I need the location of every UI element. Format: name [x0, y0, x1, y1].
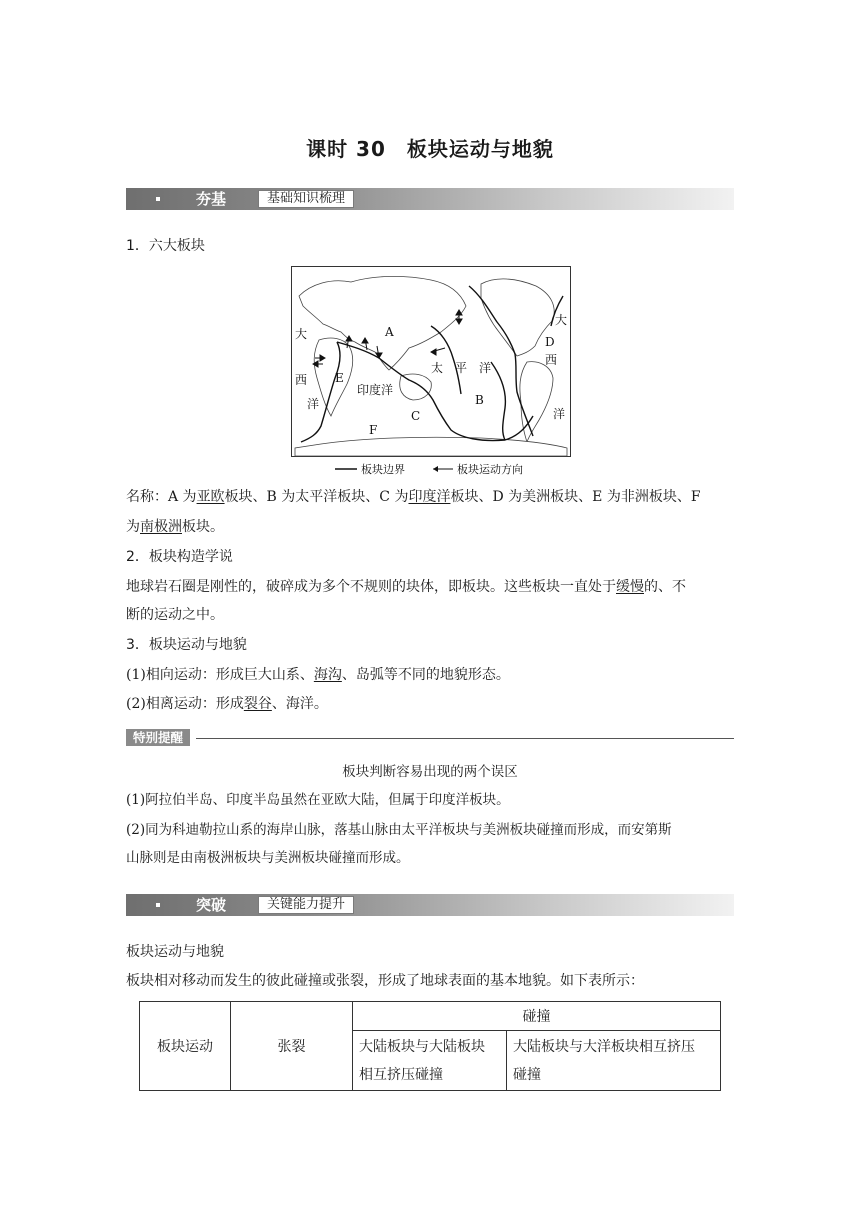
item-3-line-1 — [126, 665, 510, 685]
text-span: 的、不 — [644, 579, 686, 595]
section-main-label: 突破 — [196, 896, 227, 914]
special-reminder-label: 特别提醒 — [126, 729, 190, 746]
map-label-pacific-2: 平 — [455, 361, 468, 375]
section-sub-label: 关键能力提升 — [258, 896, 354, 914]
map-label-d: D — [545, 335, 555, 349]
table-cell-collision: 碰撞 — [353, 1002, 721, 1031]
plate-names-line-2 — [126, 517, 224, 537]
text-span: 为 — [126, 519, 140, 535]
map-label-a: A — [385, 325, 394, 339]
map-label-f: F — [369, 423, 378, 437]
item-3-heading: 3．板块运动与地貌 — [126, 637, 247, 653]
answer-rift: 裂谷 — [243, 696, 272, 712]
bullet-icon — [156, 903, 160, 907]
map-label-c: C — [411, 409, 421, 423]
text-span: 板块、D 为美洲板块、E 为非洲板块、F — [450, 489, 701, 505]
reminder-point-2-line-1: (2)同为科迪勒拉山系的海岸山脉，落基山脉由太平洋板块与美洲板块碰撞而形成，而安第斯 — [126, 822, 672, 838]
table-cell-rift: 张裂 — [231, 1002, 353, 1091]
cell-line: 大陆板块与大洋板块相互挤压 — [513, 1038, 695, 1055]
item-2-line-2: 断的运动之中。 — [126, 607, 224, 623]
map-label-e: E — [335, 371, 344, 385]
section-banner-breakthrough — [126, 894, 734, 916]
map-label-atlantic-e1: 大 — [555, 313, 568, 327]
map-label-b: B — [475, 393, 484, 407]
answer-slow: 缓慢 — [616, 579, 644, 595]
map-label-pacific-1: 太 — [431, 361, 444, 375]
plate-names-line-1 — [126, 487, 701, 507]
text-span: (2)相离运动：形成 — [126, 696, 244, 712]
item-2-heading: 2．板块构造学说 — [126, 549, 233, 565]
section-sub-label: 基础知识梳理 — [258, 190, 354, 208]
reminder-point-1: (1)阿拉伯半岛、印度半岛虽然在亚欧大陆，但属于印度洋板块。 — [126, 792, 510, 808]
answer-indian: 印度洋 — [408, 489, 451, 505]
map-label-atlantic-w3: 洋 — [307, 397, 320, 411]
map-label-atlantic-w1: 大 — [295, 327, 308, 341]
map-legend — [335, 462, 523, 476]
text-span: 地球岩石圈是刚性的，破碎成为多个不规则的块体，即板块。这些板块一直处于 — [126, 579, 616, 595]
reminder-title: 板块判断容易出现的两个误区 — [342, 764, 518, 780]
text-span: 、岛弧等不同的地貌形态。 — [341, 667, 510, 683]
map-label-atlantic-e3: 洋 — [553, 407, 566, 421]
table-cell-continent-ocean — [507, 1031, 721, 1091]
landform-table — [139, 1001, 721, 1091]
bullet-icon — [156, 197, 160, 201]
part-2-intro: 板块相对移动而发生的彼此碰撞或张裂，形成了地球表面的基本地貌。如下表所示： — [126, 973, 644, 989]
item-1-heading: 1．六大板块 — [126, 238, 205, 254]
map-label-atlantic-w2: 西 — [295, 373, 308, 387]
text-span: 板块、B 为太平洋板块、C 为 — [224, 489, 409, 505]
map-label-pacific-3: 洋 — [479, 361, 492, 375]
answer-trench: 海沟 — [313, 667, 342, 683]
legend-direction: 板块运动方向 — [457, 463, 523, 476]
text-span: (1)相向运动：形成巨大山系、 — [126, 667, 314, 683]
plate-map — [291, 266, 571, 480]
page-title: 课时 30 板块运动与地貌 — [306, 137, 554, 161]
table-cell-motion: 板块运动 — [140, 1002, 231, 1091]
table-cell-continent-continent — [353, 1031, 507, 1091]
cell-line: 相互挤压碰撞 — [359, 1066, 443, 1083]
legend-boundary: 板块边界 — [361, 463, 405, 476]
text-span: 、海洋。 — [271, 696, 328, 712]
part-2-heading: 板块运动与地貌 — [126, 944, 224, 960]
special-reminder-bar — [126, 731, 734, 745]
reminder-point-2-line-2: 山脉则是由南极洲板块与美洲板块碰撞而形成。 — [126, 850, 410, 866]
cell-line: 大陆板块与大陆板块 — [359, 1038, 485, 1055]
map-label-atlantic-e2: 西 — [545, 353, 558, 367]
cell-line: 碰撞 — [513, 1066, 541, 1083]
map-label-indian-ocean: 印度洋 — [357, 383, 394, 397]
text-span: 板块。 — [182, 519, 224, 535]
text-span: 名称：A 为 — [126, 489, 197, 505]
section-main-label: 夯基 — [196, 190, 227, 208]
divider — [196, 738, 734, 739]
answer-eurasian: 亚欧 — [196, 489, 225, 505]
section-banner-basics — [126, 188, 734, 210]
item-3-line-2 — [126, 694, 328, 714]
answer-antarctic: 南极洲 — [140, 519, 182, 535]
item-2-line-1 — [126, 577, 686, 597]
